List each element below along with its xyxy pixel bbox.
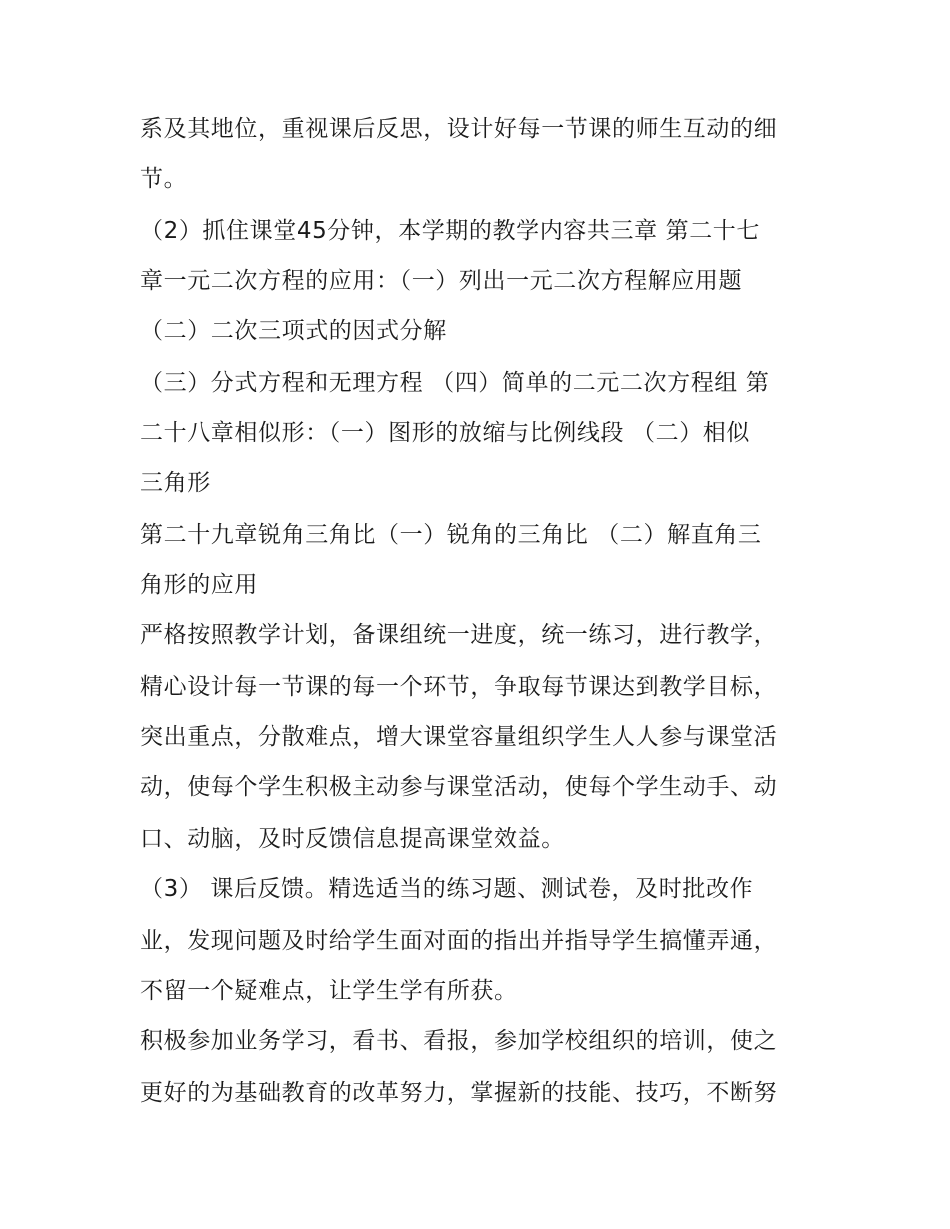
text-line: 系及其地位，重视课后反思，设计好每一节课的师生互动的细	[140, 116, 778, 142]
text-line: 三角形	[140, 470, 211, 496]
text-line: 动，使每个学生积极主动参与课堂活动，使每个学生动手、动	[140, 774, 778, 800]
text-line: （二）二次三项式的因式分解	[140, 318, 447, 344]
text-line: 积极参加业务学习，看书、看报，参加学校组织的培训，使之	[140, 1028, 778, 1054]
text-line: 业，发现问题及时给学生面对面的指出并指导学生搞懂弄通，	[140, 928, 778, 954]
text-line: 严格按照教学计划，备课组统一进度，统一练习，进行教学，	[140, 622, 778, 648]
text-line: 突出重点，分散难点，增大课堂容量组织学生人人参与课堂活	[140, 724, 778, 750]
text-line: 章一元二次方程的应用：（一）列出一元二次方程解应用题	[140, 268, 743, 294]
text-line: 二十八章相似形：（一）图形的放缩与比例线段 （二）相似	[140, 420, 751, 446]
text-line: 口、动脑，及时反馈信息提高课堂效益。	[140, 826, 565, 852]
text-line: 精心设计每一节课的每一个环节，争取每节课达到教学目标，	[140, 674, 778, 700]
text-line: 更好的为基础教育的改革努力，掌握新的技能、技巧，不断努	[140, 1080, 778, 1106]
text-line: 第二十九章锐角三角比（一）锐角的三角比 （二）解直角三	[140, 522, 762, 548]
text-line: （3） 课后反馈。精选适当的练习题、测试卷，及时批改作	[140, 876, 754, 902]
text-line: 节。	[140, 166, 188, 192]
text-line: 角形的应用	[140, 572, 258, 598]
text-line: （三）分式方程和无理方程 （四）简单的二元二次方程组 第	[140, 370, 770, 396]
text-line: （2）抓住课堂45分钟，本学期的教学内容共三章 第二十七	[140, 218, 761, 244]
text-line: 不留一个疑难点，让学生学有所获。	[140, 978, 518, 1004]
